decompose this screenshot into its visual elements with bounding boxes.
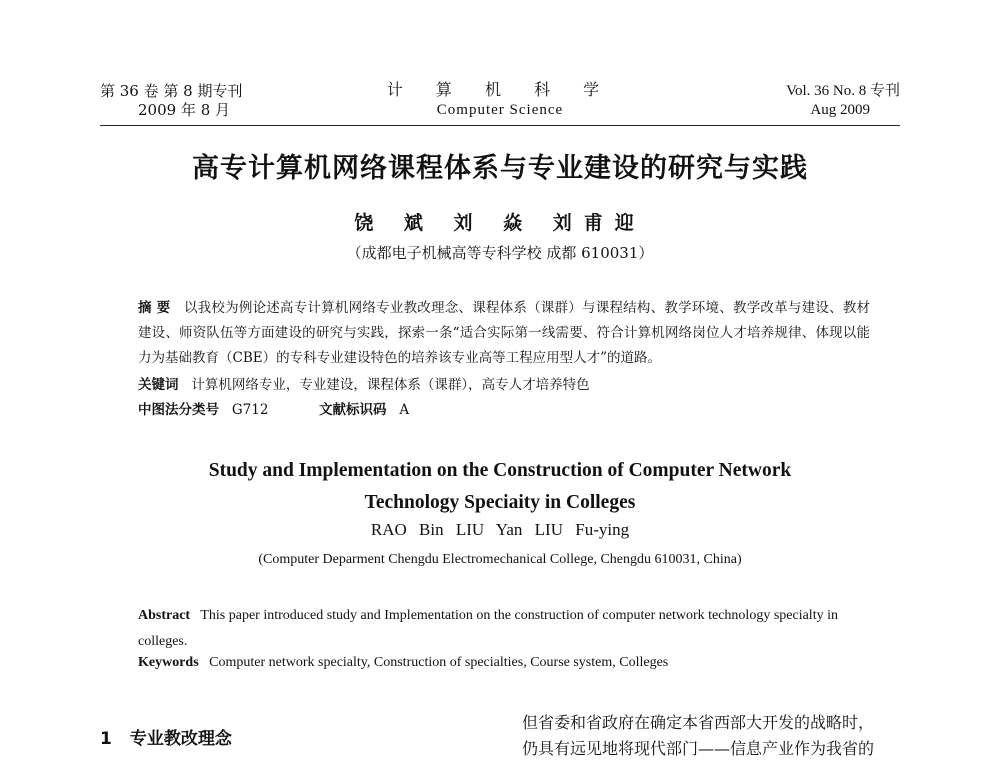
affiliation-en: (Computer Deparment Chengdu Electromechanical College, Chengdu 610031, China) [258, 552, 742, 567]
section-1-number: 1 [100, 729, 112, 749]
section-1-title: 专业教改理念 [129, 729, 232, 749]
abstract-en-text: This paper introduced study and Implementation on the construction of computer network technology specialty in colleges. [138, 608, 838, 649]
abstract-cn-label: 摘 要 [138, 300, 171, 316]
classification [138, 398, 409, 418]
keywords-cn-text: 计算机网络专业，专业建设，课程体系（课群），高专人才培养特色 [191, 377, 590, 393]
header-rule [100, 125, 900, 126]
paper-title-en [0, 455, 1000, 519]
volume-en: Vol. 36 No. 8 专刊 [786, 83, 900, 99]
keywords-en [138, 655, 668, 671]
authors-en: RAO Bin LIU Yan LIU Fu-ying [370, 520, 630, 539]
header-volume-en [786, 82, 900, 120]
authors-cn: 饶 斌 刘 焱 刘甫迎 [354, 212, 646, 234]
abstract-cn [138, 296, 870, 371]
doc-code-label: 文献标识码 [319, 402, 387, 418]
date-cn: 2009 年 8 月 [138, 101, 231, 119]
body-line-1: 但省委和省政府在确定本省西部大开发的战略时， [522, 713, 875, 732]
volume-cn: 第 36 卷 第 8 期专刊 [100, 82, 243, 100]
keywords-cn-label: 关键词 [138, 377, 179, 393]
keywords-en-label: Keywords [138, 655, 199, 670]
doc-code-value: A [399, 402, 410, 418]
paper-title-cn: 高专计算机网络课程体系与专业建设的研究与实践 [192, 153, 808, 184]
date-en: Aug 2009 [810, 102, 870, 118]
abstract-cn-text: 以我校为例论述高专计算机网络专业教改理念、课程体系（课群）与课程结构、教学环境、教学改革与建设、教材建设、师资队伍等方面建设的研究与实践，探索一条“适合实际第一线需要、符合计算机网络岗位人才培养规律、体现以能力为基础教育（CBE）的专科专业建设特色的培养该专业高等工程应用型人才”的道路。 [138, 300, 871, 366]
body-text-right-column [522, 710, 902, 762]
abstract-en-label: Abstract [138, 608, 191, 623]
journal-name-en: Computer Science [436, 102, 564, 118]
keywords-en-text: Computer network specialty, Construction of specialties, Course system, Colleges [209, 655, 669, 670]
title-en-line2: Technology Speciaity in Colleges [364, 492, 636, 513]
title-en-line1: Study and Implementation on the Construction of Computer Network [208, 460, 792, 481]
classification-value: G712 [231, 402, 269, 418]
body-line-2: 仍具有远见地将现代部门——信息产业作为我省的 [522, 739, 875, 758]
abstract-en [138, 603, 870, 655]
keywords-cn [138, 373, 590, 393]
section-1-heading [100, 724, 232, 749]
classification-label: 中图法分类号 [138, 402, 219, 418]
journal-name-cn: 计 算 机 科 学 [386, 80, 614, 99]
affiliation-cn: （成都电子机械高等专科学校 成都 610031） [346, 244, 654, 262]
